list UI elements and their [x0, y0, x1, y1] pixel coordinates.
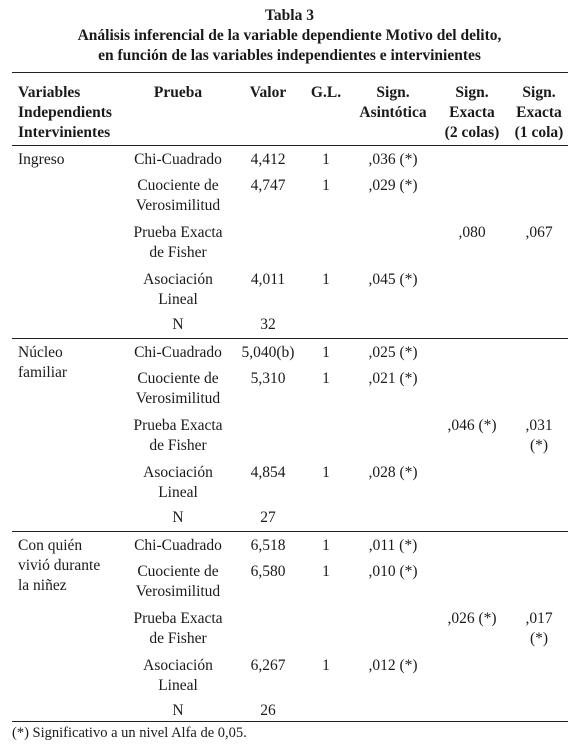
n-value: 32	[260, 316, 276, 333]
variable-label-line: vivió durante	[18, 557, 101, 574]
test-name	[118, 656, 238, 696]
footnote: (*) Significativo a un nivel Alfa de 0,05.	[12, 725, 247, 741]
header-variables-line: Intervinientes	[18, 124, 111, 141]
test-name	[118, 343, 238, 363]
sign-exacta-1-cell	[508, 416, 570, 456]
sign-asintotica-cell: ,021 (*)	[368, 370, 418, 387]
group-divider	[12, 531, 568, 532]
sign-asintotica-cell: ,010 (*)	[368, 563, 418, 580]
test-name	[118, 150, 238, 170]
test-name-line: Chi-Cuadrado	[134, 344, 222, 361]
sign-exacta-1-cell	[508, 609, 570, 649]
test-name-line: Asociación	[143, 464, 213, 481]
header-exacta1-line: (1 cola)	[514, 124, 564, 141]
header-exacta2-line: Exacta	[449, 104, 495, 121]
variable-label-line: Con quién	[18, 537, 83, 554]
test-name-line: Verosimilitud	[135, 390, 221, 407]
header-exacta2-line: (2 colas)	[444, 124, 500, 141]
test-name	[118, 609, 238, 649]
header-rule	[12, 145, 568, 146]
header-prueba: Prueba	[153, 84, 203, 101]
test-name-line: Chi-Cuadrado	[134, 537, 222, 554]
value-cell: 5,310	[250, 370, 286, 387]
group-divider	[12, 338, 568, 339]
gl-cell: 1	[322, 657, 330, 674]
top-rule	[12, 72, 568, 73]
value-cell: 4,747	[250, 177, 286, 194]
test-name	[118, 223, 238, 263]
header-exacta-1-cola	[508, 83, 570, 143]
test-name-line: Asociación	[143, 657, 213, 674]
sign-asintotica-cell: ,036 (*)	[368, 151, 418, 168]
gl-cell: 1	[322, 464, 330, 481]
variable-label	[18, 343, 67, 383]
header-gl: G.L.	[310, 84, 342, 101]
header-exacta1-line: Sign.	[522, 84, 556, 101]
n-label: N	[172, 509, 184, 526]
value-cell: 6,518	[250, 537, 286, 554]
test-name	[118, 416, 238, 456]
sign-asintotica-cell: ,025 (*)	[368, 344, 418, 361]
value-cell: 4,011	[250, 271, 286, 288]
variable-label-line: Núcleo	[18, 344, 63, 361]
variable-label-line: Ingreso	[18, 151, 65, 168]
gl-cell: 1	[322, 151, 330, 168]
header-exacta1-line: Exacta	[516, 104, 562, 121]
header-exacta2-line: Sign.	[455, 84, 489, 101]
test-name-line: Prueba Exacta	[133, 610, 223, 627]
test-name-line: de Fisher	[149, 437, 207, 454]
test-name	[118, 562, 238, 602]
test-name-line: Cuociente de	[137, 563, 219, 580]
test-name-line: Lineal	[158, 677, 198, 694]
test-name	[118, 463, 238, 503]
header-asintotica-line: Asintótica	[359, 104, 427, 121]
sign-asintotica-cell: ,029 (*)	[368, 177, 418, 194]
sign-exacta-2-cell: ,046 (*)	[447, 417, 497, 434]
header-valor: Valor	[249, 84, 287, 101]
test-name-line: Lineal	[158, 291, 198, 308]
test-name	[118, 536, 238, 556]
test-name-line: de Fisher	[149, 244, 207, 261]
table-title: Tabla 3	[265, 7, 314, 24]
gl-cell: 1	[322, 537, 330, 554]
variable-label	[18, 150, 65, 170]
n-label: N	[172, 702, 184, 719]
sign-exacta-1-cell-line: ,017	[525, 610, 553, 627]
sign-asintotica-cell: ,045 (*)	[368, 271, 418, 288]
test-name-line: Lineal	[158, 484, 198, 501]
test-name	[118, 176, 238, 216]
test-name-line: Cuociente de	[137, 370, 219, 387]
sign-asintotica-cell: ,011 (*)	[368, 537, 418, 554]
gl-cell: 1	[322, 563, 330, 580]
value-cell: 4,412	[250, 151, 286, 168]
header-variables	[18, 83, 112, 143]
header-asintotica-line: Sign.	[376, 84, 410, 101]
variable-label-line: la niñez	[18, 577, 67, 594]
sign-exacta-1-cell-line: (*)	[529, 437, 549, 454]
table-caption-line-1: Análisis inferencial de la variable dependiente Motivo del delito,	[77, 27, 502, 44]
variable-label	[18, 536, 100, 596]
test-name-line: Verosimilitud	[135, 583, 221, 600]
test-name-line: Prueba Exacta	[133, 417, 223, 434]
header-variables-line: Variables	[18, 84, 81, 101]
table-caption-line-2: en función de las variables independientes e intervinientes	[98, 47, 481, 64]
test-name-line: Cuociente de	[137, 177, 219, 194]
test-name	[118, 270, 238, 310]
gl-cell: 1	[322, 344, 330, 361]
sign-exacta-2-cell: ,026 (*)	[447, 610, 497, 627]
sign-asintotica-cell: ,012 (*)	[368, 657, 418, 674]
n-label: N	[172, 316, 184, 333]
test-name-line: de Fisher	[149, 630, 207, 647]
n-value: 26	[260, 702, 276, 719]
sign-asintotica-cell: ,028 (*)	[368, 464, 418, 481]
test-name	[118, 369, 238, 409]
gl-cell: 1	[322, 370, 330, 387]
gl-cell: 1	[322, 177, 330, 194]
header-exacta-2-colas	[438, 83, 506, 143]
n-value: 27	[260, 509, 276, 526]
test-name-line: Chi-Cuadrado	[134, 151, 222, 168]
value-cell: 5,040(b)	[241, 344, 295, 361]
sign-exacta-1-cell-line: (*)	[529, 630, 549, 647]
value-cell: 6,267	[250, 657, 286, 674]
value-cell: 6,580	[250, 563, 286, 580]
sign-exacta-2-cell: ,080	[458, 224, 486, 241]
test-name-line: Verosimilitud	[135, 197, 221, 214]
bottom-rule	[12, 721, 568, 722]
header-variables-line: Independients	[18, 104, 112, 121]
sign-exacta-1-cell	[508, 223, 570, 243]
sign-exacta-1-cell-line: ,067	[525, 224, 553, 241]
value-cell: 4,854	[250, 464, 286, 481]
sign-exacta-1-cell-line: ,031	[525, 417, 553, 434]
gl-cell: 1	[322, 271, 330, 288]
variable-label-line: familiar	[18, 364, 68, 381]
test-name-line: Asociación	[143, 271, 213, 288]
test-name-line: Prueba Exacta	[133, 224, 223, 241]
header-asintotica	[348, 83, 438, 123]
